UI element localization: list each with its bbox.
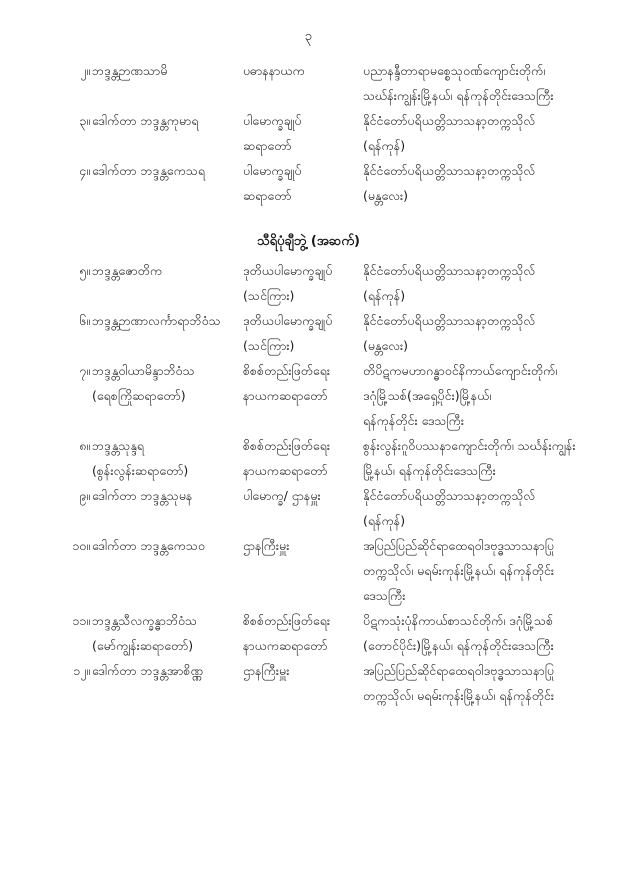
entry-address: အပြည်ပြည်ဆိုင်ရာထေရဝါဒဗုဒ္ဓသာသနာပြု [363, 663, 554, 678]
entry-address: စွန်းလွန်းဂူဝိပဿနာကျောင်းတိုက်၊ သင်္ဃန်းကျွန်း [363, 438, 576, 453]
entry-position: ပါမောက္ခချုပ် [243, 113, 302, 128]
entry-address: တက္ကသိုလ်၊ မရမ်းကုန်းမြို့နယ်၊ ရန်ကုန်တိုင်း [363, 563, 555, 578]
entry-name: ဘဒ္ဒန္တဝါယာမိန္ဒာဘိဝံသ [92, 363, 195, 378]
entry-number: ၅။ [79, 263, 90, 278]
entry-position: စိစစ်တည်းဖြတ်ရေး [243, 438, 331, 453]
entry-position: ပဓာနနာယက [243, 63, 305, 78]
entry-address: (မန္တလေး) [363, 188, 409, 203]
entry-address: ဒေသကြီး [363, 588, 406, 603]
entry-address: သဃ်န်းကျွန်းမြို့နယ်၊ ရန်ကုန်တိုင်းဒေသကြီး [363, 88, 554, 103]
entry-address: (ရန်ကုန်) [363, 138, 406, 153]
entry-name: ဒေါက်တာ ဘဒ္ဒန္တအာစိဏ္ဏ [92, 663, 204, 678]
entry-name: ဘဒ္ဒန္တဉာဏာလင်္ကာရာဘိဝံသ [92, 313, 221, 328]
entry-address: ရန်ကုန်တိုင်း ဒေသကြီး [363, 413, 465, 428]
entry-position: (သင်ကြား) [243, 288, 295, 303]
entry-name: (စွန်းလွန်းဆရာတော်) [92, 463, 189, 478]
entry-position: (သင်ကြား) [243, 338, 295, 353]
entry-name: (မော်ကျွန်းဆရာတော်) [92, 638, 194, 653]
entry-number: ၉။ [79, 488, 90, 503]
entry-address: နိုင်ငံတော်ပရိယတ္တိသာသနာ့တက္ကသိုလ် [363, 163, 536, 178]
entry-address: နိုင်ငံတော်ပရိယတ္တိသာသနာ့တက္ကသိုလ် [363, 488, 536, 503]
entry-name: (ရေစကြိုဆရာတော်) [92, 388, 186, 403]
entry-name: ဒေါက်တာ ဘဒ္ဒန္တကေသရ [92, 163, 206, 178]
entry-address: (ရန်ကုန်) [363, 513, 406, 528]
entry-name: ဒေါက်တာ ဘဒ္ဒန္တကုမာရ [92, 113, 199, 128]
entry-number: ၄။ [79, 163, 90, 178]
entry-number: ၁၁။ [72, 613, 90, 628]
entry-number: ၁၂။ [73, 663, 90, 678]
entry-address: အပြည်ပြည်ဆိုင်ရာထေရဝါဒဗုဒ္ဓသာသနာပြု [363, 538, 554, 553]
entry-name: ဘဒ္ဒန္တဉာဏသာမိ [92, 63, 168, 78]
entry-name: ဒေါက်တာ ဘဒ္ဒန္တသုမန [92, 488, 193, 503]
entry-number: ၇။ [79, 363, 90, 378]
entry-address: နိုင်ငံတော်ပရိယတ္တိသာသနာ့တက္ကသိုလ် [363, 263, 536, 278]
section-heading: သီရိပုံချီဘွဲ့ (အဆက်) [257, 234, 360, 249]
entry-address: နိုင်ငံတော်ပရိယတ္တိသာသနာ့တက္ကသိုလ် [363, 113, 536, 128]
entry-position: နာယကဆရာတော် [243, 638, 328, 653]
entry-address: ပိဋကသုံးပုံနိကာယ်စာသင်တိုက်၊ ဒဂုံမြို့သစ် [363, 613, 554, 628]
page-number: ၃ [304, 29, 313, 44]
entry-number: ၃။ [79, 113, 90, 128]
entry-position: ဆရာတော် [243, 188, 292, 203]
entry-address: တက္ကသိုလ်၊ မရမ်းကုန်းမြို့နယ်၊ ရန်ကုန်တိုင်း [363, 688, 555, 703]
entry-position: ဆရာတော် [243, 138, 292, 153]
entry-position: ဒုတိယပါမောက္ခချုပ် [243, 313, 333, 328]
entry-position: ပါမောက္ခချုပ် [243, 163, 302, 178]
entry-address: (တောင်ပိုင်း)မြို့နယ်၊ ရန်ကုန်တိုင်းဒေသကြီး [363, 638, 554, 653]
entry-position: စိစစ်တည်းဖြတ်ရေး [243, 363, 331, 378]
entry-number: ၂။ [80, 63, 90, 78]
entry-name: ဘဒ္ဒန္တသီလက္ခန္ဓာဘိဝံသ [92, 613, 198, 628]
entry-name: ဘဒ္ဒန္တသုန္ဒရ [92, 438, 145, 453]
entry-position: ဒုတိယပါမောက္ခချုပ် [243, 263, 333, 278]
entry-address: (ရန်ကုန်) [363, 288, 406, 303]
entry-position: နာယကဆရာတော် [243, 463, 328, 478]
entry-number: ၁၀။ [72, 538, 90, 553]
entry-address: (မန္တလေး) [363, 338, 409, 353]
entry-position: ဌာနကြီးမှူး [243, 538, 290, 553]
entry-number: ၆။ [79, 313, 90, 328]
entry-name: ဒေါက်တာ ဘဒ္ဒန္တကေသဝ [92, 538, 205, 553]
entry-address: နိုင်ငံတော်ပရိယတ္တိသာသနာ့တက္ကသိုလ် [363, 313, 536, 328]
entry-number: ၈။ [79, 438, 90, 453]
entry-position: စိစစ်တည်းဖြတ်ရေး [243, 613, 331, 628]
entry-address: မြို့နယ်၊ ရန်ကုန်တိုင်းဒေသကြီး [363, 463, 496, 478]
entry-address: ဒဂုံမြို့သစ်(အရှေ့ပိုင်း)မြို့နယ်၊ [363, 388, 492, 403]
entry-position: နာယကဆရာတော် [243, 388, 328, 403]
entry-address: ပညာနန္ဒီတာရာမစ္စေသုဝဏ်ကျောင်းတိုက်၊ [363, 63, 546, 78]
entry-name: ဘဒ္ဒန္တဇောတိက [92, 263, 163, 278]
entry-position: ဌာနကြီးမှူး [243, 663, 290, 678]
entry-address: တိပိဋကမဟာဂန္ဓာဝင်နိကာယ်ကျောင်းတိုက်၊ [363, 363, 558, 378]
entry-position: ပါမောက္ခ/ ဌာနမှူး [243, 488, 321, 503]
